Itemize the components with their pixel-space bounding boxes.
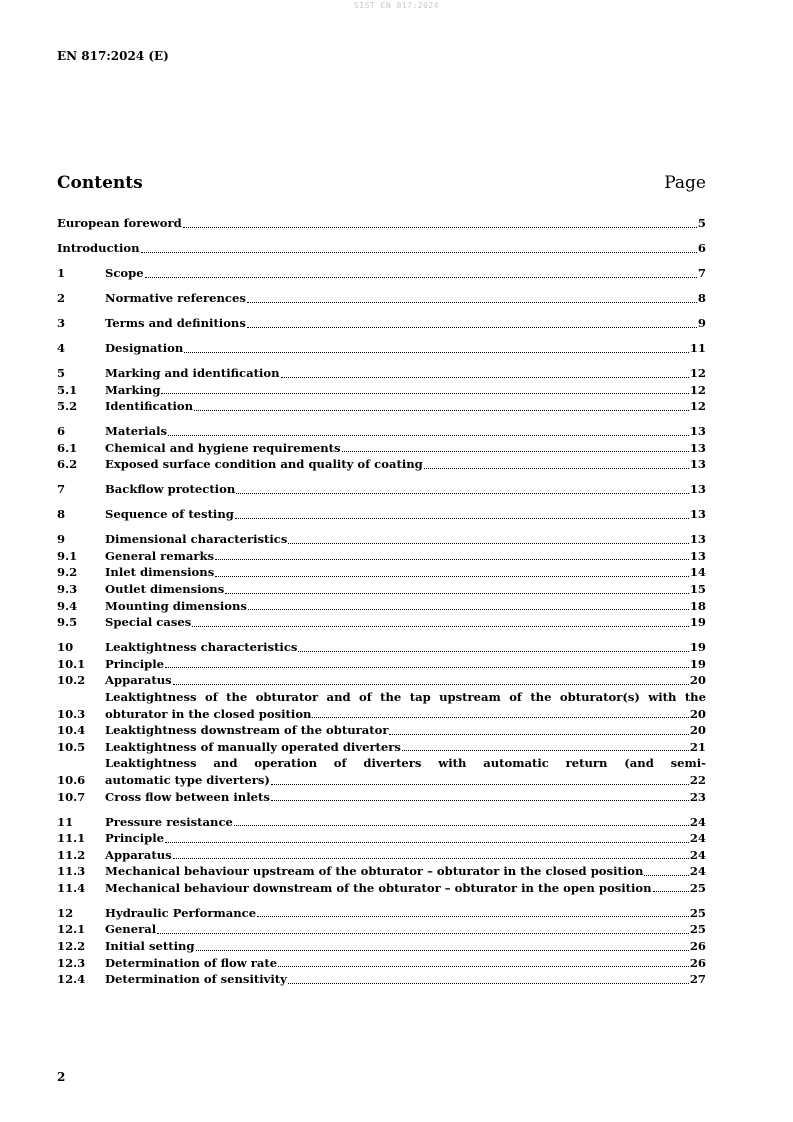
toc-entry-title: Designation	[105, 340, 184, 355]
toc-entry-number: 10.3	[57, 706, 86, 721]
toc-entry-title: Pressure resistance	[105, 814, 233, 829]
toc-entry-number: 6.2	[57, 457, 78, 472]
toc-entry-title-line1: Leaktightness of the obturator and of the tap upstream of the obturator(s) with the	[105, 689, 706, 704]
toc-entry-page: 20	[689, 723, 706, 738]
toc-entry[interactable]	[57, 340, 706, 357]
toc-entry-page: 13	[689, 424, 706, 439]
toc-entry-title: Cross flow between inlets	[105, 789, 270, 804]
toc-entry-title: Sequence of testing	[105, 507, 234, 522]
toc-entry-page: 24	[689, 814, 706, 829]
toc-entry[interactable]	[57, 548, 706, 565]
toc-dot-leader	[168, 435, 689, 436]
toc-entry[interactable]	[57, 598, 706, 615]
toc-entry-number: 6	[57, 424, 66, 439]
toc-dot-leader	[141, 252, 697, 253]
toc-entry[interactable]	[57, 938, 706, 955]
toc-entry[interactable]	[57, 614, 706, 631]
toc-entry-number: 10.1	[57, 656, 86, 671]
toc-dot-leader	[424, 468, 689, 469]
toc-entry-title: Dimensional characteristics	[105, 532, 288, 547]
toc-entry-number: 5	[57, 365, 66, 380]
toc-entry[interactable]	[57, 921, 706, 938]
toc-entry-number: 4	[57, 340, 66, 355]
toc-dot-leader	[298, 651, 688, 652]
toc-entry-page: 13	[689, 457, 706, 472]
toc-entry-number: 12.3	[57, 955, 86, 970]
toc-dot-leader	[248, 609, 689, 610]
toc-dot-leader	[342, 451, 689, 452]
toc-entry[interactable]	[57, 639, 706, 656]
toc-entry-page: 23	[689, 789, 706, 804]
toc-dot-leader	[184, 352, 689, 353]
toc-entry[interactable]	[57, 265, 706, 282]
toc-entry[interactable]	[57, 955, 706, 972]
toc-entry-number: 12.1	[57, 922, 86, 937]
toc-entry-title: Leaktightness downstream of the obturator	[105, 723, 389, 738]
toc-entry-number: 2	[57, 290, 66, 305]
toc-entry[interactable]	[57, 656, 706, 673]
toc-entry-number: 11.4	[57, 880, 86, 895]
toc-entry-number: 11.2	[57, 847, 86, 862]
toc-entry-title: Mechanical behaviour upstream of the obturator – obturator in the closed position	[105, 864, 644, 879]
toc-entry-title: Outlet dimensions	[105, 582, 225, 596]
toc-entry-title: Apparatus	[105, 673, 172, 688]
toc-gap	[57, 631, 706, 639]
toc-entry-page: 24	[689, 831, 706, 846]
toc-entry-page: 8	[697, 290, 706, 305]
toc-entry-title: General remarks	[105, 548, 215, 563]
toc-gap	[57, 523, 706, 531]
toc-entry[interactable]	[57, 863, 706, 880]
toc-entry[interactable]	[57, 880, 706, 897]
toc-entry-page: 19	[689, 615, 706, 630]
toc-entry-title: Normative references	[105, 290, 246, 305]
toc-entry-number: 12.4	[57, 972, 86, 987]
toc-entry-title: Leaktightness of manually operated diverters	[105, 739, 401, 754]
toc-entry-title-line2: obturator in the closed position	[105, 706, 312, 721]
toc-entry-number: 9.2	[57, 565, 78, 580]
toc-entry-title: European foreword	[57, 216, 182, 230]
toc-entry[interactable]	[57, 581, 706, 598]
toc-entry[interactable]	[57, 290, 706, 307]
toc-entry-title: Determination of flow rate	[105, 955, 278, 970]
toc-dot-leader	[653, 891, 689, 892]
toc-entry-title: Backflow protection	[105, 482, 236, 497]
toc-entry-page: 15	[689, 582, 706, 596]
toc-entry-page: 13	[689, 548, 706, 563]
toc-entry-number: 11	[57, 814, 74, 829]
toc-entry-number: 5.2	[57, 399, 78, 414]
toc-entry[interactable]	[57, 830, 706, 847]
toc-entry-page: 12	[689, 365, 706, 380]
toc-entry-page: 26	[689, 939, 706, 954]
toc-entry-page: 25	[689, 905, 706, 920]
toc-entry[interactable]	[57, 506, 706, 523]
toc-entry-number: 10.4	[57, 723, 86, 738]
toc-dot-leader	[196, 950, 689, 951]
toc-entry-page: 9	[697, 315, 706, 330]
toc-entry-title: Scope	[105, 265, 144, 280]
toc-dot-leader	[183, 227, 697, 228]
toc-entry-page: 12	[689, 399, 706, 414]
toc-entry[interactable]	[57, 847, 706, 864]
toc-dot-leader	[257, 916, 689, 917]
toc-entry-number: 1	[57, 265, 66, 280]
toc-gap	[57, 896, 706, 904]
toc-dot-leader	[215, 559, 689, 560]
toc-entry-page: 19	[689, 656, 706, 671]
toc-entry-page: 14	[689, 565, 706, 580]
toc-entry-page: 12	[689, 382, 706, 397]
toc-dot-leader	[644, 875, 688, 876]
toc-entry[interactable]	[57, 365, 706, 382]
toc-dot-leader	[235, 518, 689, 519]
toc-dot-leader	[145, 277, 697, 278]
toc-dot-leader	[288, 983, 689, 984]
toc-entry-page: 13	[689, 507, 706, 522]
toc-entry-page: 22	[689, 772, 706, 787]
toc-gap	[57, 357, 706, 365]
page-column-label: Page	[664, 173, 706, 193]
toc-dot-leader	[192, 626, 689, 627]
toc-dot-leader	[288, 543, 688, 544]
toc-dot-leader	[281, 377, 689, 378]
toc-dot-leader	[215, 576, 689, 577]
toc-entry[interactable]	[57, 689, 706, 722]
toc-entry[interactable]	[57, 481, 706, 498]
toc-entry[interactable]	[57, 564, 706, 581]
toc-entry-title: Terms and definitions	[105, 315, 246, 330]
toc-entry-number: 9	[57, 532, 66, 547]
toc-entry-number: 7	[57, 482, 66, 497]
toc-entry-page: 18	[689, 598, 706, 613]
toc-entry-title: Materials	[105, 424, 168, 439]
toc-entry-page: 21	[689, 739, 706, 754]
toc-entry-title: Inlet dimensions	[105, 565, 215, 580]
toc-entry-number: 11.3	[57, 864, 86, 879]
toc-entry-page: 13	[689, 440, 706, 455]
toc-entry-number: 12.2	[57, 939, 86, 954]
toc-entry-title: Introduction	[57, 240, 140, 255]
toc-entry-number: 10.6	[57, 772, 86, 787]
toc-entry[interactable]	[57, 739, 706, 756]
toc-entry[interactable]	[57, 672, 706, 689]
toc-entry-title: Exposed surface condition and quality of coating	[105, 457, 423, 472]
toc-entry-title: Initial setting	[105, 939, 195, 954]
toc-entry-page: 5	[697, 216, 706, 230]
toc-entry-title: Principle	[105, 656, 165, 671]
toc-dot-leader	[271, 784, 689, 785]
toc-entry-number: 5.1	[57, 382, 78, 397]
toc-entry-title: Chemical and hygiene requirements	[105, 440, 341, 455]
toc-dot-leader	[312, 717, 688, 718]
toc-entry-number: 3	[57, 315, 66, 330]
toc-entry[interactable]	[57, 382, 706, 399]
toc-entry-page: 25	[689, 880, 706, 895]
toc-entry-title: Identification	[105, 399, 194, 414]
toc-entry-title: Hydraulic Performance	[105, 905, 257, 920]
toc-entry-title: Marking	[105, 382, 161, 397]
toc-dot-leader	[173, 858, 689, 859]
toc-entry-page: 27	[689, 972, 706, 987]
toc-entry-number: 9.3	[57, 582, 78, 596]
toc-entry[interactable]	[57, 440, 706, 457]
toc-entry-number: 10.5	[57, 739, 86, 754]
toc-entry[interactable]	[57, 398, 706, 415]
toc-dot-leader	[157, 933, 689, 934]
toc-entry-number: 6.1	[57, 440, 78, 455]
toc-entry-page: 20	[689, 673, 706, 688]
toc-dot-leader	[234, 825, 689, 826]
toc-entry[interactable]	[57, 215, 706, 232]
toc-dot-leader	[278, 966, 689, 967]
toc-entry-number: 9.4	[57, 598, 78, 613]
toc-entry[interactable]	[57, 240, 706, 257]
toc-entry[interactable]	[57, 423, 706, 440]
toc-entry[interactable]	[57, 755, 706, 788]
toc-entry-title-line1: Leaktightness and operation of diverters with automatic return (and semi-	[105, 756, 706, 771]
toc-entry-number: 9.1	[57, 548, 78, 563]
toc-gap	[57, 282, 706, 290]
toc-entry-page: 24	[689, 864, 706, 879]
toc-dot-leader	[225, 593, 689, 594]
toc-entry-number: 10	[57, 640, 74, 655]
toc-entry-number: 8	[57, 507, 66, 522]
toc-entry-title: Special cases	[105, 615, 192, 630]
toc-entry-title: Apparatus	[105, 847, 172, 862]
toc-entry-title: Leaktightness characteristics	[105, 640, 298, 655]
toc-entry[interactable]	[57, 722, 706, 739]
toc-entry-title: Determination of sensitivity	[105, 972, 287, 987]
toc-entry-page: 26	[689, 955, 706, 970]
toc-gap	[57, 232, 706, 240]
toc-entry[interactable]	[57, 971, 706, 988]
toc-entry-page: 11	[689, 340, 706, 355]
contents-title: Contents	[57, 173, 143, 193]
toc-entry[interactable]	[57, 814, 706, 831]
toc-dot-leader	[236, 493, 689, 494]
toc-entry-title: Principle	[105, 831, 165, 846]
toc-entry-page: 13	[689, 482, 706, 497]
toc-entry-number: 10.7	[57, 789, 86, 804]
toc-dot-leader	[194, 410, 689, 411]
toc-entry-page: 24	[689, 847, 706, 862]
toc-gap	[57, 307, 706, 315]
toc-entry-number: 9.5	[57, 615, 78, 630]
toc-entry-title: Marking and identification	[105, 365, 280, 380]
toc-entry-number: 11.1	[57, 831, 86, 846]
toc-dot-leader	[247, 327, 697, 328]
toc-dot-leader	[161, 393, 688, 394]
toc-entry[interactable]	[57, 789, 706, 806]
toc-entry-page: 19	[689, 640, 706, 655]
watermark: SIST EN 817:2024	[353, 1, 440, 10]
toc-gap	[57, 498, 706, 506]
toc-entry-title-line2: automatic type diverters)	[105, 772, 270, 787]
toc-dot-leader	[402, 750, 689, 751]
toc-dot-leader	[271, 800, 689, 801]
document-header: EN 817:2024 (E)	[57, 49, 169, 63]
toc-entry-page: 13	[689, 532, 706, 547]
toc-entry[interactable]	[57, 531, 706, 548]
toc-entry[interactable]	[57, 456, 706, 473]
toc-dot-leader	[173, 684, 689, 685]
toc-entry-number: 12	[57, 905, 74, 920]
toc-entry[interactable]	[57, 905, 706, 922]
toc-entry-title: General	[105, 922, 157, 937]
table-of-contents	[57, 215, 706, 988]
toc-entry-page: 25	[689, 922, 706, 937]
toc-gap	[57, 257, 706, 265]
toc-entry-title: Mounting dimensions	[105, 598, 247, 613]
toc-entry-page: 20	[689, 706, 706, 721]
page-number: 2	[57, 1070, 66, 1084]
toc-entry-title: Mechanical behaviour downstream of the obturator – obturator in the open position	[105, 880, 652, 895]
toc-dot-leader	[165, 667, 689, 668]
toc-gap	[57, 415, 706, 423]
toc-entry[interactable]	[57, 315, 706, 332]
toc-entry-title	[105, 755, 706, 788]
toc-dot-leader	[247, 302, 697, 303]
toc-entry-number: 10.2	[57, 673, 86, 688]
toc-gap	[57, 805, 706, 813]
toc-entry-page: 7	[697, 265, 706, 280]
toc-dot-leader	[389, 734, 688, 735]
contents-heading	[57, 173, 706, 193]
toc-gap	[57, 473, 706, 481]
toc-entry-title	[105, 689, 706, 722]
toc-gap	[57, 332, 706, 340]
toc-dot-leader	[165, 842, 689, 843]
toc-entry-page: 6	[697, 240, 706, 255]
